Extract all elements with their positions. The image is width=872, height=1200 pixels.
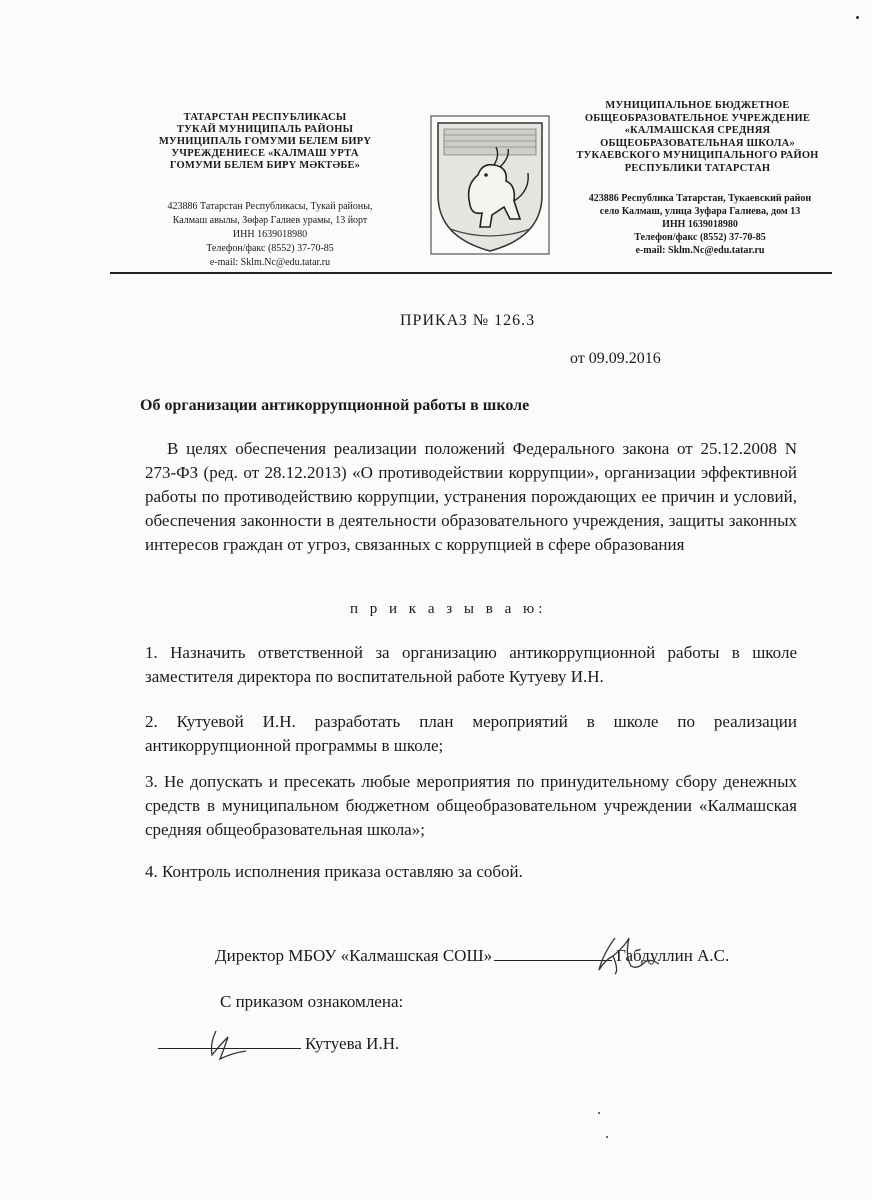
- order-item-1: 1. Назначить ответственной за организацию антикоррупционной работы в школе заместителя директора по воспитательной работе Кутуеву И.Н.: [145, 643, 797, 686]
- director-handwritten-signature: [585, 930, 665, 980]
- order-decree-word: п р и к а з ы в а ю:: [350, 601, 547, 617]
- left-org-line: УЧРЕЖДЕНИЕСЕ «КАЛМАШ УРТА: [171, 148, 359, 159]
- acknowledgement-label: С приказом ознакомлена:: [220, 992, 404, 1011]
- director-label: Директор МБОУ «Калмашская СОШ»: [215, 946, 493, 965]
- left-address-line: Калмаш авылы, Зөфәр Галиев урамы, 13 йорт: [172, 215, 368, 226]
- right-address-line: 423886 Республика Татарстан, Тукаевский район: [588, 193, 812, 204]
- left-address-line: Телефон/факс (8552) 37-70-85: [206, 243, 334, 254]
- left-address-block: [135, 200, 405, 270]
- right-org-line: РЕСПУБЛИКИ ТАТАРСТАН: [624, 162, 771, 174]
- right-address-line: ИНН 1639018980: [662, 219, 738, 230]
- right-org-line: ТУКАЕВСКОГО МУНИЦИПАЛЬНОГО РАЙОН: [576, 150, 819, 161]
- acknowledgement-name: Кутуева И.Н.: [305, 1034, 400, 1053]
- director-name: Габдуллин А.С.: [616, 946, 730, 965]
- right-address-line: село Калмаш, улица Зуфара Галиева, дом 13: [599, 206, 801, 217]
- scan-speck: [598, 1112, 600, 1114]
- scan-speck: [856, 16, 859, 19]
- left-org-line: ГОМУМИ БЕЛЕМ БИРҮ МӘКТӘБЕ»: [169, 160, 361, 171]
- scan-speck: [606, 1136, 608, 1138]
- right-org-line: ОБЩЕОБРАЗОВАТЕЛЬНОЕ УЧРЕЖДЕНИЕ: [584, 112, 811, 124]
- left-org-line: ТАТАРСТАН РЕСПУБЛИКАСЫ: [183, 112, 347, 123]
- right-address-line: Телефон/факс (8552) 37-70-85: [634, 232, 766, 243]
- order-item-3: 3. Не допускать и пресекать любые мероприятия по принудительному сбору денежных средств в муниципальном бюджетном общеобразовательном учреждении «Калмашская средняя общеобразовательная школа»;: [145, 772, 797, 839]
- acknowledgement-handwritten-signature: [190, 1025, 260, 1065]
- left-address-line: 423886 Татарстан Республикасы, Тукай районы,: [167, 201, 373, 212]
- left-org-name: [135, 112, 395, 172]
- left-org-line: МУНИЦИПАЛЬ ГОМУМИ БЕЛЕМ БИРҮ: [158, 136, 372, 147]
- header-divider: [110, 272, 832, 274]
- order-date: от 09.09.2016: [570, 350, 661, 367]
- order-item-2: 2. Кутуевой И.Н. разработать план мероприятий в школе по реализации антикоррупционной программы в школе;: [145, 712, 797, 755]
- right-org-name: [565, 100, 830, 175]
- left-address-line: e-mail: Sklm.Nc@edu.tatar.ru: [209, 257, 331, 268]
- right-org-line: «КАЛМАШСКАЯ СРЕДНЯЯ: [624, 125, 771, 136]
- left-org-line: ТУКАЙ МУНИЦИПАЛЬ РАЙОНЫ: [176, 124, 354, 135]
- order-subject: Об организации антикоррупционной работы в школе: [140, 397, 530, 414]
- right-address-line: e-mail: Sklm.Nc@edu.tatar.ru: [635, 245, 765, 256]
- order-item-4: 4. Контроль исполнения приказа оставляю за собой.: [145, 862, 523, 881]
- right-org-line: МУНИЦИПАЛЬНОЕ БЮДЖЕТНОЕ: [605, 100, 790, 111]
- order-preamble: В целях обеспечения реализации положений Федерального закона от 25.12.2008 N 273-ФЗ (ред. от 28.12.2013) «О противодействии коррупции», организации эффективной работы по противодействию коррупции, устранения порождающих ее причин и условий, обеспечения законности в деятельности образовательного учреждения, защиты законных интересов граждан от угроз, связанных с коррупцией в сфере образования: [145, 439, 797, 554]
- order-title: ПРИКАЗ № 126.3: [400, 312, 536, 329]
- coat-of-arms-emblem: [430, 115, 550, 255]
- left-address-line: ИНН 1639018980: [232, 229, 308, 240]
- right-address-block: [565, 192, 835, 257]
- right-org-line: ОБЩЕОБРАЗОВАТЕЛЬНАЯ ШКОЛА»: [600, 137, 795, 149]
